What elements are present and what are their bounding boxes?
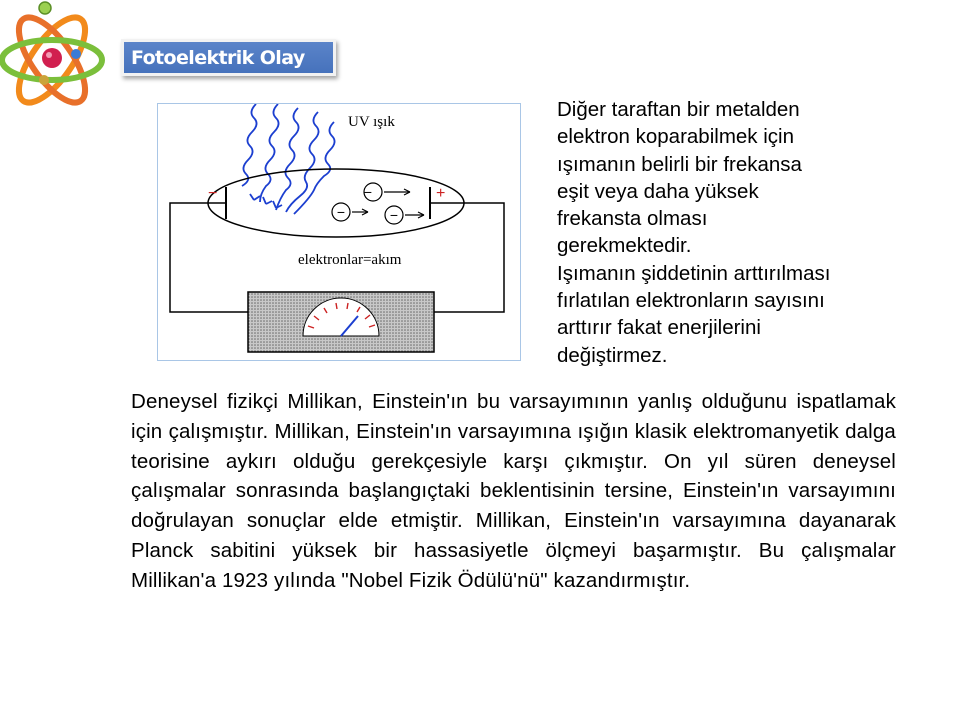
body-paragraph: Deneysel fizikçi Millikan, Einstein'ın bu varsayımının yanlış olduğunu ispatlamak için çalışmıştır. Millikan, Einstein'ın varsayımına ışığın klasik elektromanyetik dalga teorisine aykırı olduğu gerekçesiyle karşı çıkmıştır. On yıl süren deneysel çalışmalar sonrasında başlangıçtaki beklentisinin tersine, Einstein'ın varsayımını doğrulayan sonuçlar elde etmiştir. Millikan, Einstein'ın varsayımına dayanarak Planck sabitini yüksek bir hassasiyetle ölçmeyi başarmıştır. Bu çalışmalar Millikan'a 1923 yılında "Nobel Fizik Ödülü'nü" kazandırmıştır. xyxy=(131,390,896,592)
title-banner xyxy=(121,39,336,76)
side-text-line: Diğer taraftan bir metalden xyxy=(557,98,800,121)
side-text-line: ışımanın belirli bir frekansa xyxy=(557,152,802,176)
side-text-line: arttırır fakat enerjilerini xyxy=(557,316,761,340)
photoelectric-diagram xyxy=(157,103,521,361)
uv-light-rays xyxy=(242,104,335,214)
side-text-line: frekansta olması xyxy=(557,207,708,231)
electron-sign: − xyxy=(363,184,373,200)
atom-icon xyxy=(0,0,108,124)
ammeter-icon xyxy=(248,292,434,352)
side-text-line: fırlatılan elektronların sayısını xyxy=(557,289,825,313)
side-text-line: gerekmektedir. xyxy=(557,234,692,258)
side-text-line: elektron koparabilmek için xyxy=(557,125,795,149)
electrons xyxy=(332,183,424,224)
side-text-line: Işımanın şiddetinin arttırılması xyxy=(557,261,831,285)
electron-sign: − xyxy=(336,204,346,220)
negative-sign: − xyxy=(208,185,218,202)
current-label: elektronlar=akım xyxy=(298,252,402,268)
side-text-line: değiştirmez. xyxy=(557,343,668,367)
vacuum-tube xyxy=(208,169,464,237)
side-text-line: eşit veya daha yüksek xyxy=(557,179,759,203)
electron-sign: − xyxy=(389,207,399,223)
page-title: Fotoelektrik Olay xyxy=(131,46,305,69)
uv-light-label: UV ışık xyxy=(348,114,395,130)
positive-sign: + xyxy=(436,185,446,202)
side-text-block xyxy=(557,96,897,369)
